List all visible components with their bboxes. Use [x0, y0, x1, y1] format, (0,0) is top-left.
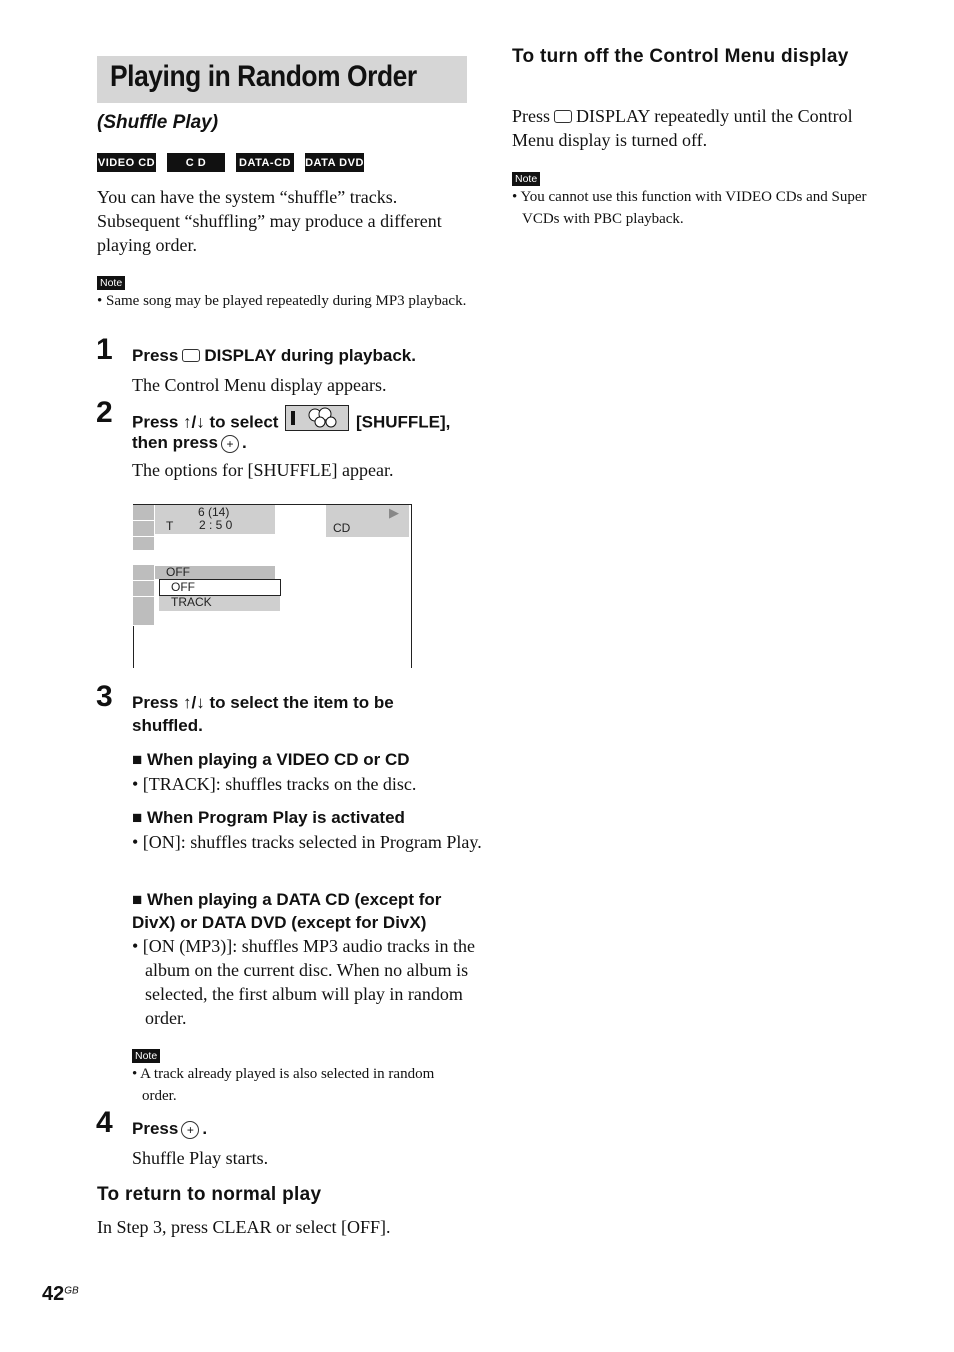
- section-body-text: Press: [512, 106, 551, 126]
- intro-text: You can have the system “shuffle” tracks. Subsequent “shuffling” may produce a different playing order.: [97, 187, 442, 255]
- subsection-body: • [ON (MP3)]: shuffles MP3 audio tracks in the album on the current disc. When no album is selected, the first album will play in random order.: [132, 936, 475, 1028]
- disc-type: CD: [333, 521, 351, 535]
- section-body: [512, 104, 892, 152]
- track-label: T: [166, 519, 174, 533]
- note-label: Note: [512, 172, 540, 186]
- display-button-icon: [182, 349, 200, 362]
- subsection-heading: ■ When playing a DATA CD (except for DivX) or DATA DVD (except for DivX): [132, 890, 442, 932]
- badge-data-dvd: DATA DVD: [305, 153, 364, 172]
- section-body: In Step 3, press CLEAR or select [OFF].: [97, 1217, 391, 1237]
- step-heading-text: then press: [132, 433, 218, 452]
- step-heading-text: Press ↑/↓ to select: [132, 412, 279, 432]
- shuffle-icon: [285, 405, 349, 437]
- step-heading: Press ↑/↓ to select the item to be shuffled.: [132, 693, 394, 735]
- note-text: • Same song may be played repeatedly during MP3 playback.: [97, 293, 467, 309]
- step-heading: [132, 344, 416, 367]
- enter-button-icon: +: [181, 1121, 199, 1139]
- menu-icon-slot: [133, 505, 154, 521]
- elapsed-time: 2 : 5 0: [199, 518, 233, 532]
- section-heading: To return to normal play: [97, 1184, 322, 1205]
- step-number: 3: [96, 680, 113, 713]
- badge-data-cd: DATA-CD: [236, 153, 294, 172]
- step-heading-text: Press: [132, 346, 179, 365]
- subsection-heading: ■ When playing a VIDEO CD or CD: [132, 750, 410, 769]
- note-text: • A track already played is also selected in random order.: [132, 1066, 435, 1104]
- option-track-label: TRACK: [171, 595, 212, 609]
- note-text: • You cannot use this function with VIDEO CDs and Super VCDs with PBC playback.: [512, 189, 867, 227]
- step-heading-text: Press: [132, 1119, 179, 1138]
- subsection-body: • [TRACK]: shuffles tracks on the disc.: [132, 774, 417, 794]
- step-body: The Control Menu display appears.: [132, 375, 387, 395]
- menu-icon-slot: [133, 611, 154, 626]
- note-label: Note: [132, 1049, 160, 1063]
- menu-icon-slot: [133, 550, 154, 566]
- step-heading: [132, 431, 247, 454]
- subsection-body: • [ON]: shuffles tracks selected in Program Play.: [132, 832, 482, 852]
- step-heading: [132, 1117, 207, 1140]
- step-number: 4: [96, 1106, 113, 1139]
- step-heading-text: DISPLAY during playback.: [204, 346, 416, 365]
- page-subtitle: (Shuffle Play): [97, 112, 219, 133]
- step-heading-text: [SHUFFLE],: [355, 412, 451, 432]
- subsection-heading: ■ When Program Play is activated: [132, 808, 405, 827]
- step-body: Shuffle Play starts.: [132, 1148, 269, 1168]
- menu-icon-slot: [133, 521, 154, 537]
- badge-video-cd: VIDEO CD: [97, 153, 156, 172]
- step-number: 1: [96, 333, 113, 366]
- play-icon: ▶: [389, 505, 399, 520]
- step-heading-text: .: [202, 1119, 208, 1138]
- badge-cd: C D: [167, 153, 225, 172]
- menu-icon-slot: [133, 565, 154, 581]
- menu-icon-slot: [133, 581, 154, 597]
- step-number: 2: [96, 396, 113, 429]
- enter-button-icon: +: [221, 435, 239, 453]
- shuffle-current: OFF: [166, 565, 190, 579]
- section-body-text: DISPLAY repeatedly until the Control Menu display is turned off.: [512, 106, 853, 150]
- page-number-value: 42: [42, 1283, 65, 1305]
- page-number: [42, 1283, 79, 1306]
- page-title: Playing in Random Order: [110, 60, 417, 93]
- note-label: Note: [97, 276, 125, 290]
- page-suffix: GB: [64, 1285, 79, 1297]
- section-heading: To turn off the Control Menu display: [512, 46, 849, 67]
- display-button-icon: [554, 110, 572, 123]
- step-body: The options for [SHUFFLE] appear.: [132, 460, 394, 480]
- option-off-label: OFF: [171, 580, 195, 594]
- track-count: 6 (14): [198, 505, 230, 519]
- step-heading-text: .: [241, 433, 247, 452]
